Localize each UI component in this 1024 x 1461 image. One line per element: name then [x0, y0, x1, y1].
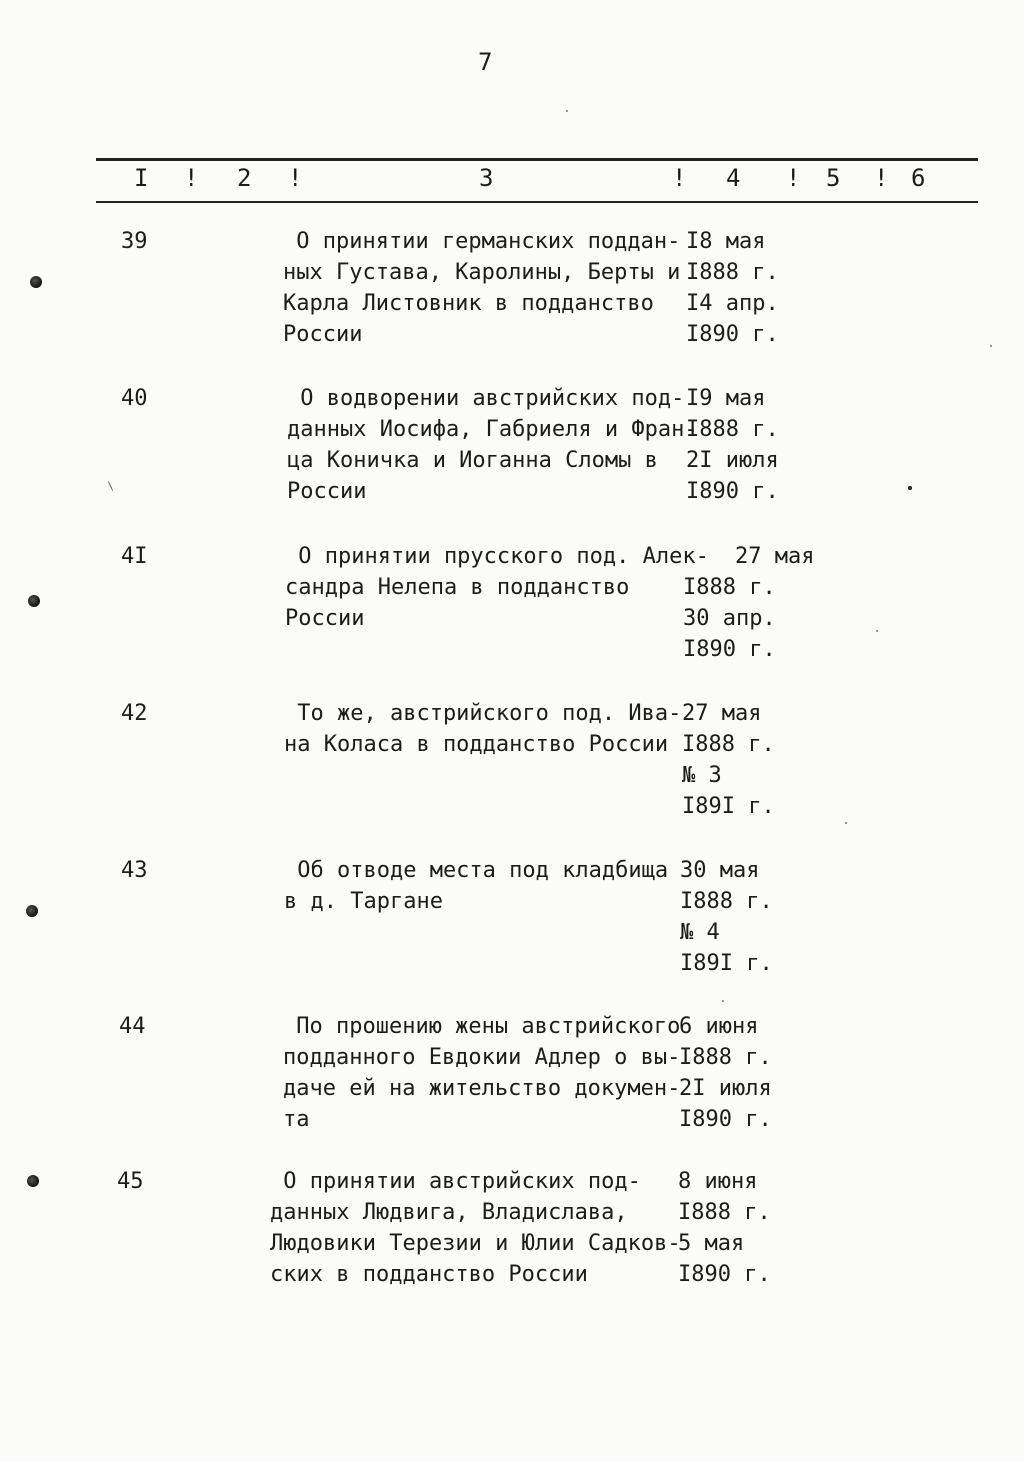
- date-line: I890 г.: [686, 322, 779, 347]
- title-line: По прошению жены австрийского: [283, 1014, 681, 1039]
- entry-dates: [680, 855, 773, 979]
- date-line: I890 г.: [679, 1107, 772, 1132]
- date-line: 30 мая: [680, 858, 760, 883]
- header-rule-bottom: [96, 201, 978, 203]
- date-line: 5 мая: [678, 1231, 745, 1256]
- title-line: та: [283, 1107, 310, 1132]
- title-line: подданного Евдокии Адлер о вы-: [283, 1045, 681, 1070]
- date-line: 30 апр.: [683, 606, 776, 631]
- punch-hole: [26, 905, 38, 917]
- date-line: I890 г.: [686, 479, 779, 504]
- date-line: 27 мая: [682, 701, 762, 726]
- title-line: России: [287, 479, 367, 504]
- entry-dates: [686, 226, 779, 350]
- date-line: I888 г.: [679, 1045, 772, 1070]
- entry-title: [270, 1166, 681, 1290]
- date-line: I888 г.: [683, 575, 776, 600]
- entry-number: 45: [117, 1169, 144, 1194]
- date-line: I89I г.: [682, 794, 775, 819]
- title-line: О принятии прусского под. Алек-: [285, 544, 709, 569]
- date-line: I890 г.: [683, 637, 776, 662]
- date-line: I888 г.: [686, 417, 779, 442]
- entry-dates: [686, 383, 779, 507]
- entry-number: 39: [121, 229, 148, 254]
- header-separator-1: !: [184, 164, 199, 192]
- entry-title: [284, 855, 668, 917]
- entry-number: 44: [119, 1014, 146, 1039]
- entry-dates: [679, 1011, 772, 1135]
- title-line: То же, австрийского под. Ива-: [284, 701, 682, 726]
- header-col-1: I: [134, 164, 149, 192]
- entry-title: [287, 383, 698, 507]
- scan-speck: [908, 486, 912, 490]
- entry-dates: [678, 1166, 771, 1290]
- title-line: О водворении австрийских под-: [287, 386, 685, 411]
- header-col-5: 5: [826, 164, 841, 192]
- date-line: I8 мая: [686, 229, 766, 254]
- date-line: 6 июня: [679, 1014, 759, 1039]
- header-col-3: 3: [479, 164, 494, 192]
- title-line: данных Иосифа, Габриеля и Фран-: [287, 417, 698, 442]
- entry-title: [284, 698, 681, 760]
- punch-hole: [28, 595, 40, 607]
- title-line: в д. Таргане: [284, 889, 443, 914]
- title-line: ных Густава, Каролины, Берты и: [283, 260, 681, 285]
- title-line: О принятии германских поддан-: [283, 229, 681, 254]
- entry-dates: [683, 572, 776, 665]
- date-line: I4 апр.: [686, 291, 779, 316]
- header-col-2: 2: [237, 164, 252, 192]
- entry-title: [285, 541, 709, 634]
- title-line: данных Людвига, Владислава,: [270, 1200, 628, 1225]
- entry-number: 4I: [121, 544, 148, 569]
- title-line: сандра Нелепа в подданство: [285, 575, 630, 600]
- entry-number: 40: [121, 386, 148, 411]
- date-line: № 4: [680, 920, 720, 945]
- entry-dates: [682, 698, 775, 822]
- scan-speck: [876, 630, 878, 632]
- header-separator-4: !: [786, 164, 801, 192]
- scan-speck: [108, 480, 114, 491]
- date-line: I888 г.: [678, 1200, 771, 1225]
- entry-title: [283, 226, 680, 350]
- title-line: О принятии австрийских под-: [270, 1169, 641, 1194]
- date-line: 2I июля: [679, 1076, 772, 1101]
- title-line: на Коласа в подданство России: [284, 732, 669, 757]
- punch-hole: [30, 276, 42, 288]
- entry-number: 42: [121, 701, 148, 726]
- date-line: I9 мая: [686, 386, 766, 411]
- date-line: I89I г.: [680, 951, 773, 976]
- title-line: Карла Листовник в подданство: [283, 291, 654, 316]
- title-line: России: [285, 606, 365, 631]
- date-line: № 3: [682, 763, 722, 788]
- title-line: Людовики Терезии и Юлии Садков-: [270, 1231, 681, 1256]
- scan-speck: [990, 345, 992, 347]
- date-line: I890 г.: [678, 1262, 771, 1287]
- page-number: 7: [478, 48, 493, 76]
- header-separator-3: !: [672, 164, 687, 192]
- punch-hole: [27, 1175, 39, 1187]
- title-line: ца Коничка и Иоганна Сломы в: [287, 448, 658, 473]
- date-line: 2I июля: [686, 448, 779, 473]
- date-line: I888 г.: [680, 889, 773, 914]
- title-line: России: [283, 322, 363, 347]
- header-separator-5: !: [874, 164, 889, 192]
- title-line: Об отводе места под кладбища: [284, 858, 669, 883]
- date-line: I888 г.: [686, 260, 779, 285]
- scan-speck: [722, 1000, 724, 1002]
- scan-speck: [566, 110, 568, 112]
- title-line: даче ей на жительство докумен-: [283, 1076, 681, 1101]
- header-col-6: 6: [911, 164, 926, 192]
- header-col-4: 4: [726, 164, 741, 192]
- scan-speck: [845, 822, 847, 824]
- header-rule-top: [96, 158, 978, 161]
- date-line: 8 июня: [678, 1169, 758, 1194]
- entry-date-first: 27 мая: [735, 544, 815, 569]
- entry-title: [283, 1011, 680, 1135]
- date-line: I888 г.: [682, 732, 775, 757]
- title-line: ских в подданство России: [270, 1262, 588, 1287]
- entry-number: 43: [121, 858, 148, 883]
- header-separator-2: !: [288, 164, 303, 192]
